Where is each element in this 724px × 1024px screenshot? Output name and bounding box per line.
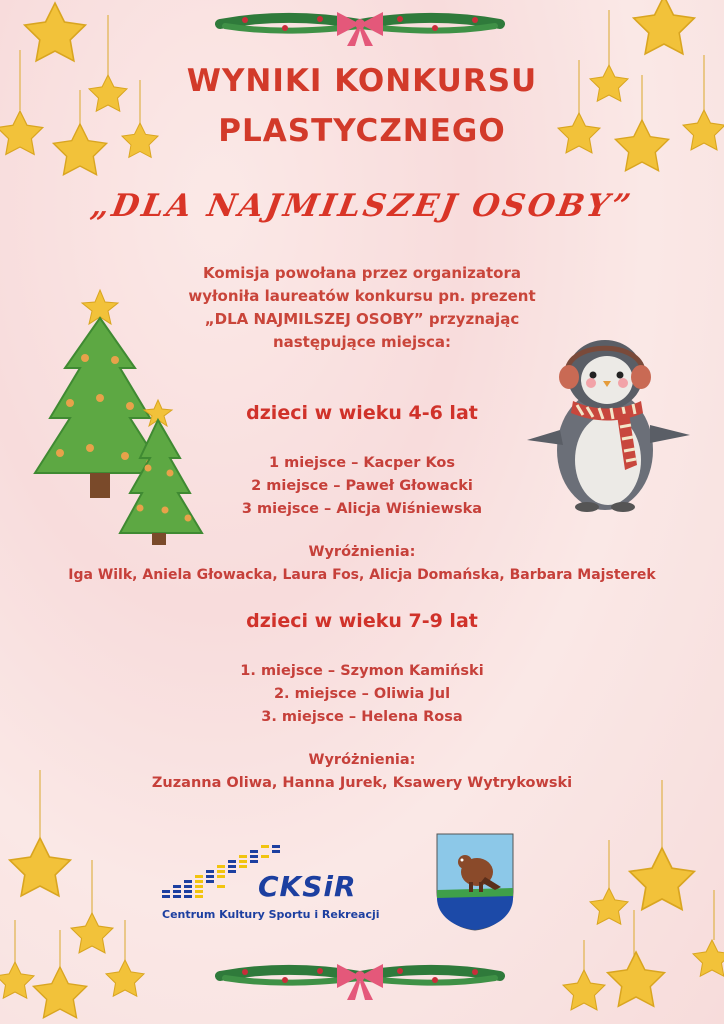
list-item: 1 miejsce – Kacper Kos (268, 455, 456, 471)
list-item: 2. miejsce – Oliwia Jul (273, 686, 451, 702)
intro-line: wyłoniła laureatów konkursu pn. prezent (188, 287, 536, 305)
hanging-stars-right-bottom (554, 770, 724, 1024)
garland-top (215, 6, 505, 46)
logo-full-name: Centrum Kultury Sportu i Rekreacji (162, 908, 380, 921)
hanging-stars-left-bottom (0, 770, 170, 1024)
group2-distinctions-label: Wyróżnienia: (308, 752, 416, 768)
title-line2: PLASTYCZNEGO (218, 113, 506, 149)
coat-of-arms-icon (435, 832, 515, 932)
list-item: 1. miejsce – Szymon Kamiński (240, 663, 484, 679)
group1-distinctions: Iga Wilk, Aniela Głowacka, Laura Fos, Alicja Domańska, Barbara Majsterek (68, 567, 656, 583)
group2-heading: dzieci w wieku 7-9 lat (246, 610, 478, 632)
intro-line: „DLA NAJMILSZEJ OSOBY” przyznając (204, 310, 520, 328)
intro-line: Komisja powołana przez organizatora (203, 264, 521, 282)
group2-places (0, 660, 724, 729)
group1-distinctions-label: Wyróżnienia: (308, 544, 416, 560)
group2-distinctions: Zuzanna Oliwa, Hanna Jurek, Ksawery Wytrykowski (151, 775, 573, 791)
garland-bottom (215, 960, 505, 1000)
group1-heading: dzieci w wieku 4-6 lat (246, 402, 478, 424)
subtitle: „DLA NAJMILSZEJ OSOBY” (88, 188, 636, 224)
list-item: 2 miejsce – Paweł Głowacki (251, 478, 473, 494)
list-item: 3. miejsce – Helena Rosa (261, 709, 463, 725)
logo-abbr: CKSiR (258, 870, 357, 903)
title-line1: WYNIKI KONKURSU (186, 63, 538, 99)
cksir-logo (160, 842, 390, 927)
intro-line: następujące miejsca: (272, 333, 452, 351)
group1-places (0, 452, 724, 521)
list-item: 3 miejsce – Alicja Wiśniewska (241, 501, 483, 517)
